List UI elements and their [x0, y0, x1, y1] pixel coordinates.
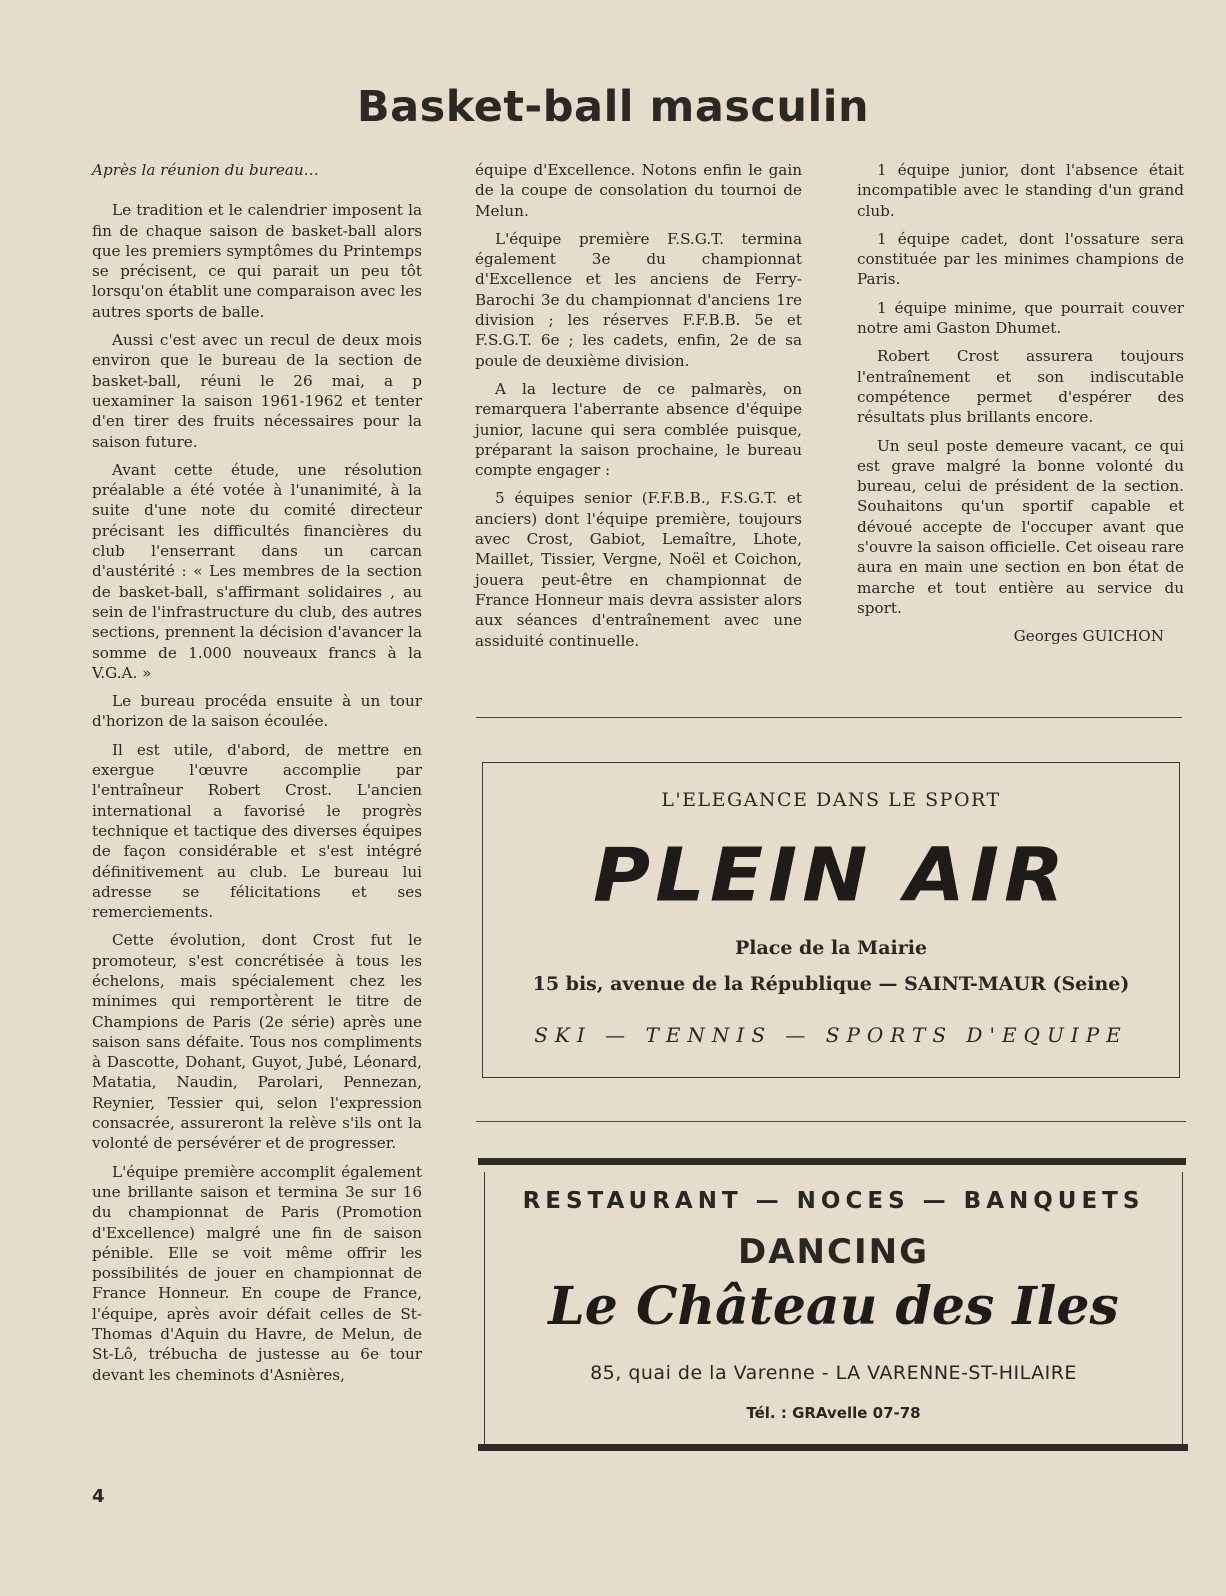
article-intro: Après la réunion du bureau… [92, 161, 319, 179]
plein-air-advertisement [482, 762, 1180, 1078]
article-paragraph: L'équipe première F.S.G.T. termina également 3e du championnat d'Excellence et les anciens de Ferry-Barochi 3e du championnat d'anciens 1re division ; les réserves F.F.B.B. 5e et F.S.G.T. 6e ; les cadets, enfin, 2e de sa poule de deuxième division. [475, 229, 802, 370]
article-paragraph: L'équipe première accomplit également une brillante saison et termina 3e sur 16 du championnat de Paris (Promotion d'Excellence) malgré une fin de saison pénible. Elle se voit même offrir les possibilités de jouer en championnat de France Honneur. En coupe de France, l'équipe, après avoir défait celles de St-Thomas d'Aquin du Havre, de Melun, de St-Lô, trébucha de justesse au 6e tour devant les cheminots d'Asnières, [92, 1162, 422, 1384]
article-signature: Georges GUICHON [1013, 627, 1164, 646]
ad-services-line: RESTAURANT — NOCES — BANQUETS [522, 1188, 1145, 1214]
divider [476, 1121, 1186, 1122]
article-column-2 [475, 160, 802, 659]
ad-sports-line: SKI — TENNIS — SPORTS D'EQUIPE [534, 1023, 1128, 1047]
article-paragraph: Cette évolution, dont Crost fut le promoteur, s'est concrétisée à tous les échelons, mais spécialement chez les minimes qui remportèrent le titre de Champions de Paris (2e série) après une saison sans défaite. Tous nos compliments à Dascotte, Dohant, Guyot, Jubé, Léonard, Matatia, Naudin, Parolari, Pennezan, Reynier, Tessier qui, selon l'expression consacrée, assureront la relève s'ils ont la volonté de persévérer et de progresser. [92, 931, 422, 1153]
article-paragraph: 1 équipe cadet, dont l'ossature sera constituée par les minimes champions de Paris. [857, 229, 1184, 289]
page-title: Basket-ball masculin [356, 82, 870, 132]
article-paragraph: Il est utile, d'abord, de mettre en exergue l'œuvre accomplie par l'entraîneur Robert Crost. L'ancien international a favorisé le progrès technique et tactique des diverses équipes de façon considérable et s'est intégré définitivement au club. Le bureau lui adresse se félicitations et ses remerciements. [92, 740, 422, 922]
article-paragraph: Aussi c'est avec un recul de deux mois environ que le bureau de la section de basket-ball, réuni le 26 mai, a p uexaminer la saison 1961-1962 et tenter d'en tirer des fruits nécessaires pour la saison future. [92, 331, 422, 451]
ad-bottom-bar [478, 1444, 1188, 1451]
ad-address-line: Place de la Mairie [734, 937, 928, 959]
ad-venue-name: Le Château des Iles [548, 1276, 1119, 1337]
divider [476, 717, 1182, 718]
ad-top-bar [478, 1158, 1186, 1165]
article-paragraph: Avant cette étude, une résolution préalable a été votée à l'unanimité, à la suite d'une note du comité directeur précisant les difficultés financières du club l'enserrant dans un carcan d'austérité : « Les membres de la section de basket-ball, s'affirmant solidaires , au sein de l'infrastructure du club, des autres sections, prennent la décision d'avancer la somme de 1.000 nouveaux francs à la V.G.A. » [92, 460, 422, 682]
article-paragraph: 1 équipe junior, dont l'absence était incompatible avec le standing d'un grand club. [857, 161, 1184, 220]
article-paragraph: équipe d'Excellence. Notons enfin le gain de la coupe de consolation du tournoi de Melun. [475, 161, 802, 220]
ad-tagline: L'ELEGANCE DANS LE SPORT [661, 789, 1001, 811]
article-column-3 [857, 160, 1184, 655]
article-column-1 [92, 160, 422, 1393]
article-paragraph: A la lecture de ce palmarès, on remarquera l'aberrante absence d'équipe junior, lacune qui sera comblée puisque, préparant la saison prochaine, le bureau compte engager : [475, 379, 802, 480]
ad-brand-logo: PLEIN AIR [592, 833, 1070, 919]
article-paragraph: 1 équipe minime, que pourrait couver notre ami Gaston Dhumet. [857, 298, 1184, 338]
page-number: 4 [92, 1486, 105, 1507]
ad-dancing-line: DANCING [738, 1232, 929, 1272]
article-paragraph: Le bureau procéda ensuite à un tour d'horizon de la saison écoulée. [92, 692, 422, 731]
article-paragraph: Un seul poste demeure vacant, ce qui est grave malgré la bonne volonté du bureau, celui de président de la section. Souhaitons qu'un sportif capable et dévoué accepte de l'occuper avant que s'ouvre la saison officielle. Cet oiseau rare aura en main une section en bon état de marche et tout entière au service du sport. [857, 436, 1184, 617]
article-paragraph: Robert Crost assurera toujours l'entraînement et son indiscutable compétence permet d'espérer des résultats plus brillants encore. [857, 347, 1184, 427]
ad-address-line: 15 bis, avenue de la République — SAINT-MAUR (Seine) [532, 973, 1130, 995]
article-paragraph: Le tradition et le calendrier imposent la fin de chaque saison de basket-ball alors que les premiers symptômes du Printemps se précisent, ce qui parait un peu tôt lorsqu'on établit une comparaison avec les autres sports de balle. [92, 201, 422, 321]
chateau-advertisement [484, 1172, 1183, 1444]
article-paragraph: 5 équipes senior (F.F.B.B., F.S.G.T. et anciers) dont l'équipe première, toujours avec Crost, Gabiot, Lemaître, Lhote, Maillet, Tissier, Vergne, Noël et Coichon, jouera peut-être en championnat de France Honneur mais devra assister alors aux séances d'entraînement avec une assiduité continuelle. [475, 489, 802, 650]
ad-telephone: Tél. : GRAvelle 07-78 [746, 1404, 921, 1422]
ad-address-line: 85, quai de la Varenne - LA VARENNE-ST-HILAIRE [590, 1362, 1077, 1384]
